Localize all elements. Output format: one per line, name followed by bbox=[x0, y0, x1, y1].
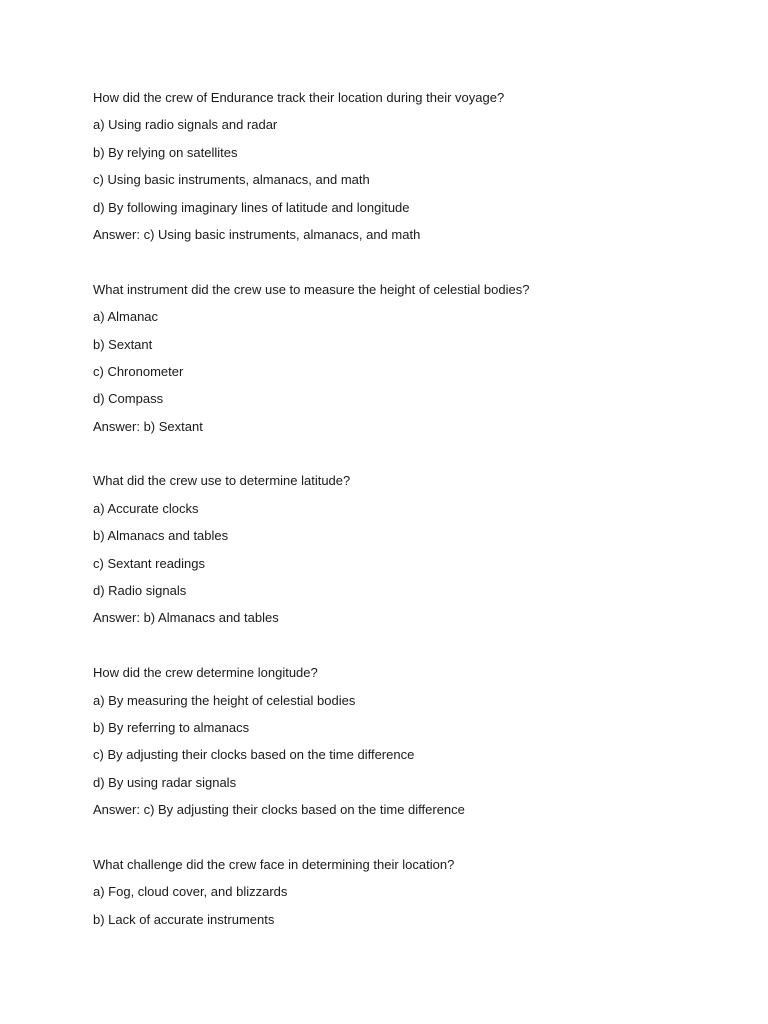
spacer bbox=[93, 824, 733, 851]
question-text: What challenge did the crew face in determining their location? bbox=[93, 856, 455, 872]
option-a: a) By measuring the height of celestial bodies bbox=[93, 692, 356, 708]
option-b: b) By referring to almanacs bbox=[93, 719, 250, 735]
option-d: d) Compass bbox=[93, 391, 164, 407]
answer-text: Answer: c) Using basic instruments, almanacs, and math bbox=[93, 226, 421, 242]
spacer bbox=[93, 632, 733, 659]
question-block bbox=[93, 659, 733, 823]
option-b: b) Sextant bbox=[93, 336, 153, 352]
answer-text: Answer: c) By adjusting their clocks based on the time difference bbox=[93, 802, 465, 818]
option-b: b) By relying on satellites bbox=[93, 144, 238, 160]
option-c: c) Chronometer bbox=[93, 363, 184, 379]
answer-text: Answer: b) Sextant bbox=[93, 418, 203, 434]
option-a: a) Using radio signals and radar bbox=[93, 117, 278, 133]
option-d: d) Radio signals bbox=[93, 583, 187, 599]
option-c: c) Using basic instruments, almanacs, and math bbox=[93, 172, 370, 188]
question-text: How did the crew determine longitude? bbox=[93, 665, 318, 681]
option-c: c) Sextant readings bbox=[93, 555, 206, 571]
option-b: b) Lack of accurate instruments bbox=[93, 911, 275, 927]
option-d: d) By using radar signals bbox=[93, 774, 237, 790]
quiz-content bbox=[93, 84, 733, 933]
question-block bbox=[93, 851, 733, 933]
option-d: d) By following imaginary lines of latitude and longitude bbox=[93, 199, 410, 215]
spacer bbox=[93, 440, 733, 467]
question-text: How did the crew of Endurance track their location during their voyage? bbox=[93, 90, 505, 105]
question-block bbox=[93, 467, 733, 631]
option-a: a) Accurate clocks bbox=[93, 500, 199, 516]
question-text: What did the crew use to determine latitude? bbox=[93, 473, 351, 489]
option-a: a) Fog, cloud cover, and blizzards bbox=[93, 884, 288, 900]
question-block bbox=[93, 276, 733, 440]
question-block bbox=[93, 84, 733, 248]
option-c: c) By adjusting their clocks based on the time difference bbox=[93, 747, 415, 763]
answer-text: Answer: b) Almanacs and tables bbox=[93, 610, 279, 626]
option-a: a) Almanac bbox=[93, 309, 159, 325]
spacer bbox=[93, 248, 733, 275]
question-text: What instrument did the crew use to measure the height of celestial bodies? bbox=[93, 281, 530, 297]
option-b: b) Almanacs and tables bbox=[93, 528, 229, 544]
